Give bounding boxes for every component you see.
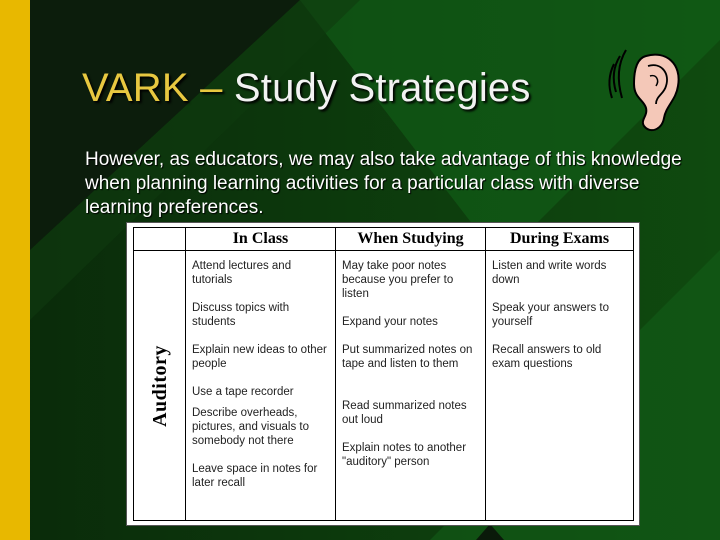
slide-title (82, 66, 531, 111)
during-exams-item: Recall answers to old exam questions (492, 344, 602, 370)
title-dash: – (200, 66, 223, 110)
header-during-exams: During Exams (486, 228, 634, 251)
row-label-auditory: Auditory (148, 344, 171, 427)
strategies-table (126, 222, 640, 526)
in-class-item: Describe overheads, pictures, and visuals to somebody not there (192, 407, 309, 447)
in-class-item: Attend lectures and tutorials (192, 260, 292, 286)
during-exams-item: Listen and write words down (492, 260, 607, 286)
header-when-studying: When Studying (336, 228, 486, 251)
when-studying-item: Explain notes to another "auditory" person (342, 442, 467, 468)
title-vark: VARK (82, 66, 189, 110)
during-exams-cell (486, 251, 634, 521)
in-class-item: Explain new ideas to other people (192, 344, 327, 370)
title-rest: Study Strategies (233, 66, 531, 110)
ear-icon (604, 42, 688, 138)
in-class-cell (186, 251, 336, 521)
header-in-class: In Class (186, 228, 336, 251)
during-exams-item: Speak your answers to yourself (492, 302, 609, 328)
in-class-item: Discuss topics with students (192, 302, 290, 328)
in-class-item: Use a tape recorder (192, 386, 294, 398)
row-label-cell (134, 251, 186, 521)
in-class-item: Leave space in notes for later recall (192, 463, 318, 489)
corner-cell (134, 228, 186, 251)
when-studying-item: May take poor notes because you prefer to listen (342, 260, 454, 300)
when-studying-item: Put summarized notes on tape and listen to them (342, 344, 473, 370)
when-studying-item: Read summarized notes out loud (342, 400, 467, 426)
when-studying-item: Expand your notes (342, 316, 438, 328)
intro-text: However, as educators, we may also take advantage of this knowledge when planning learning activities for a particular class with diverse learning preferences. (85, 149, 682, 218)
when-studying-cell (336, 251, 486, 521)
